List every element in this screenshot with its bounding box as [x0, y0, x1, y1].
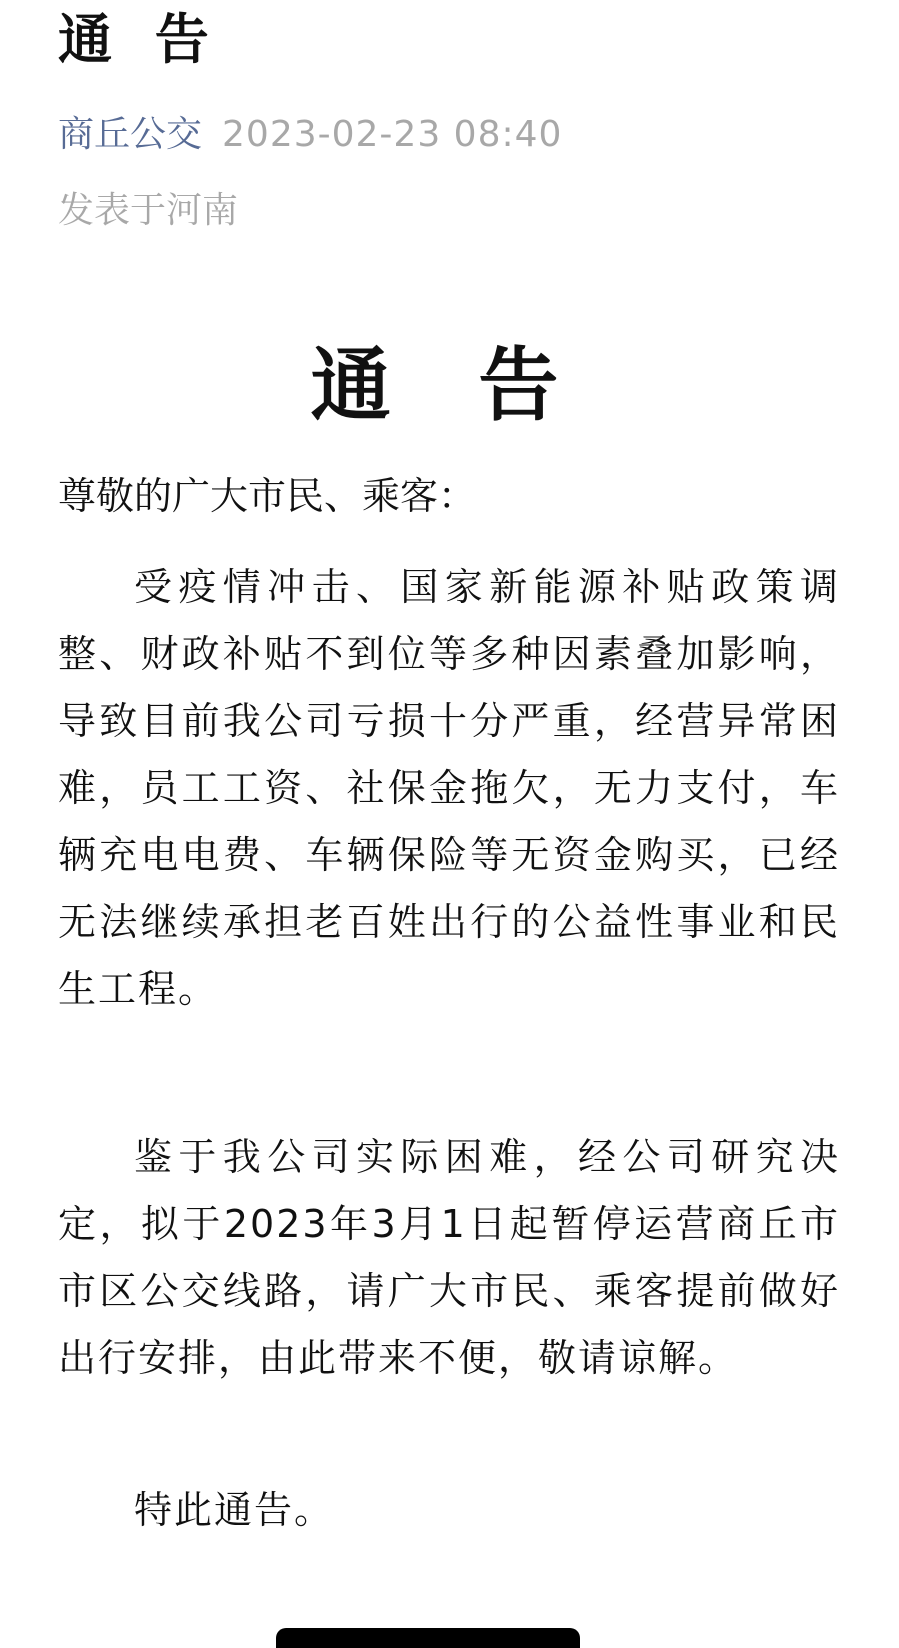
home-indicator-bar[interactable]: [276, 1628, 580, 1648]
notice-closing: 特此通告。: [134, 1488, 335, 1532]
notice-paragraph-2: 鉴于我公司实际困难，经公司研究决定，拟于2023年3月1日起暂停运营商丘市市区公交线路，请广大市民、乘客提前做好出行安排，由此带来不便，敬请谅解。: [58, 1135, 840, 1380]
article-title: 通 告: [58, 8, 221, 71]
author-link[interactable]: 商丘公交: [58, 114, 203, 155]
notice-greeting: 尊敬的广大市民、乘客：: [58, 474, 477, 518]
publish-location: 发表于河南: [58, 190, 239, 231]
publish-date: 2023-02-23 08:40: [222, 114, 563, 155]
notice-paragraph-1: 受疫情冲击、国家新能源补贴政策调整、财政补贴不到位等多种因素叠加影响，导致目前我公司亏损十分严重，经营异常困难，员工工资、社保金拖欠，无力支付，车辆充电电费、车辆保险等无资金购买，已经无法继续承担老百姓出行的公益性事业和民生工程。: [58, 565, 840, 1011]
notice-heading: 通 告: [310, 339, 589, 432]
article-meta: [58, 110, 562, 160]
